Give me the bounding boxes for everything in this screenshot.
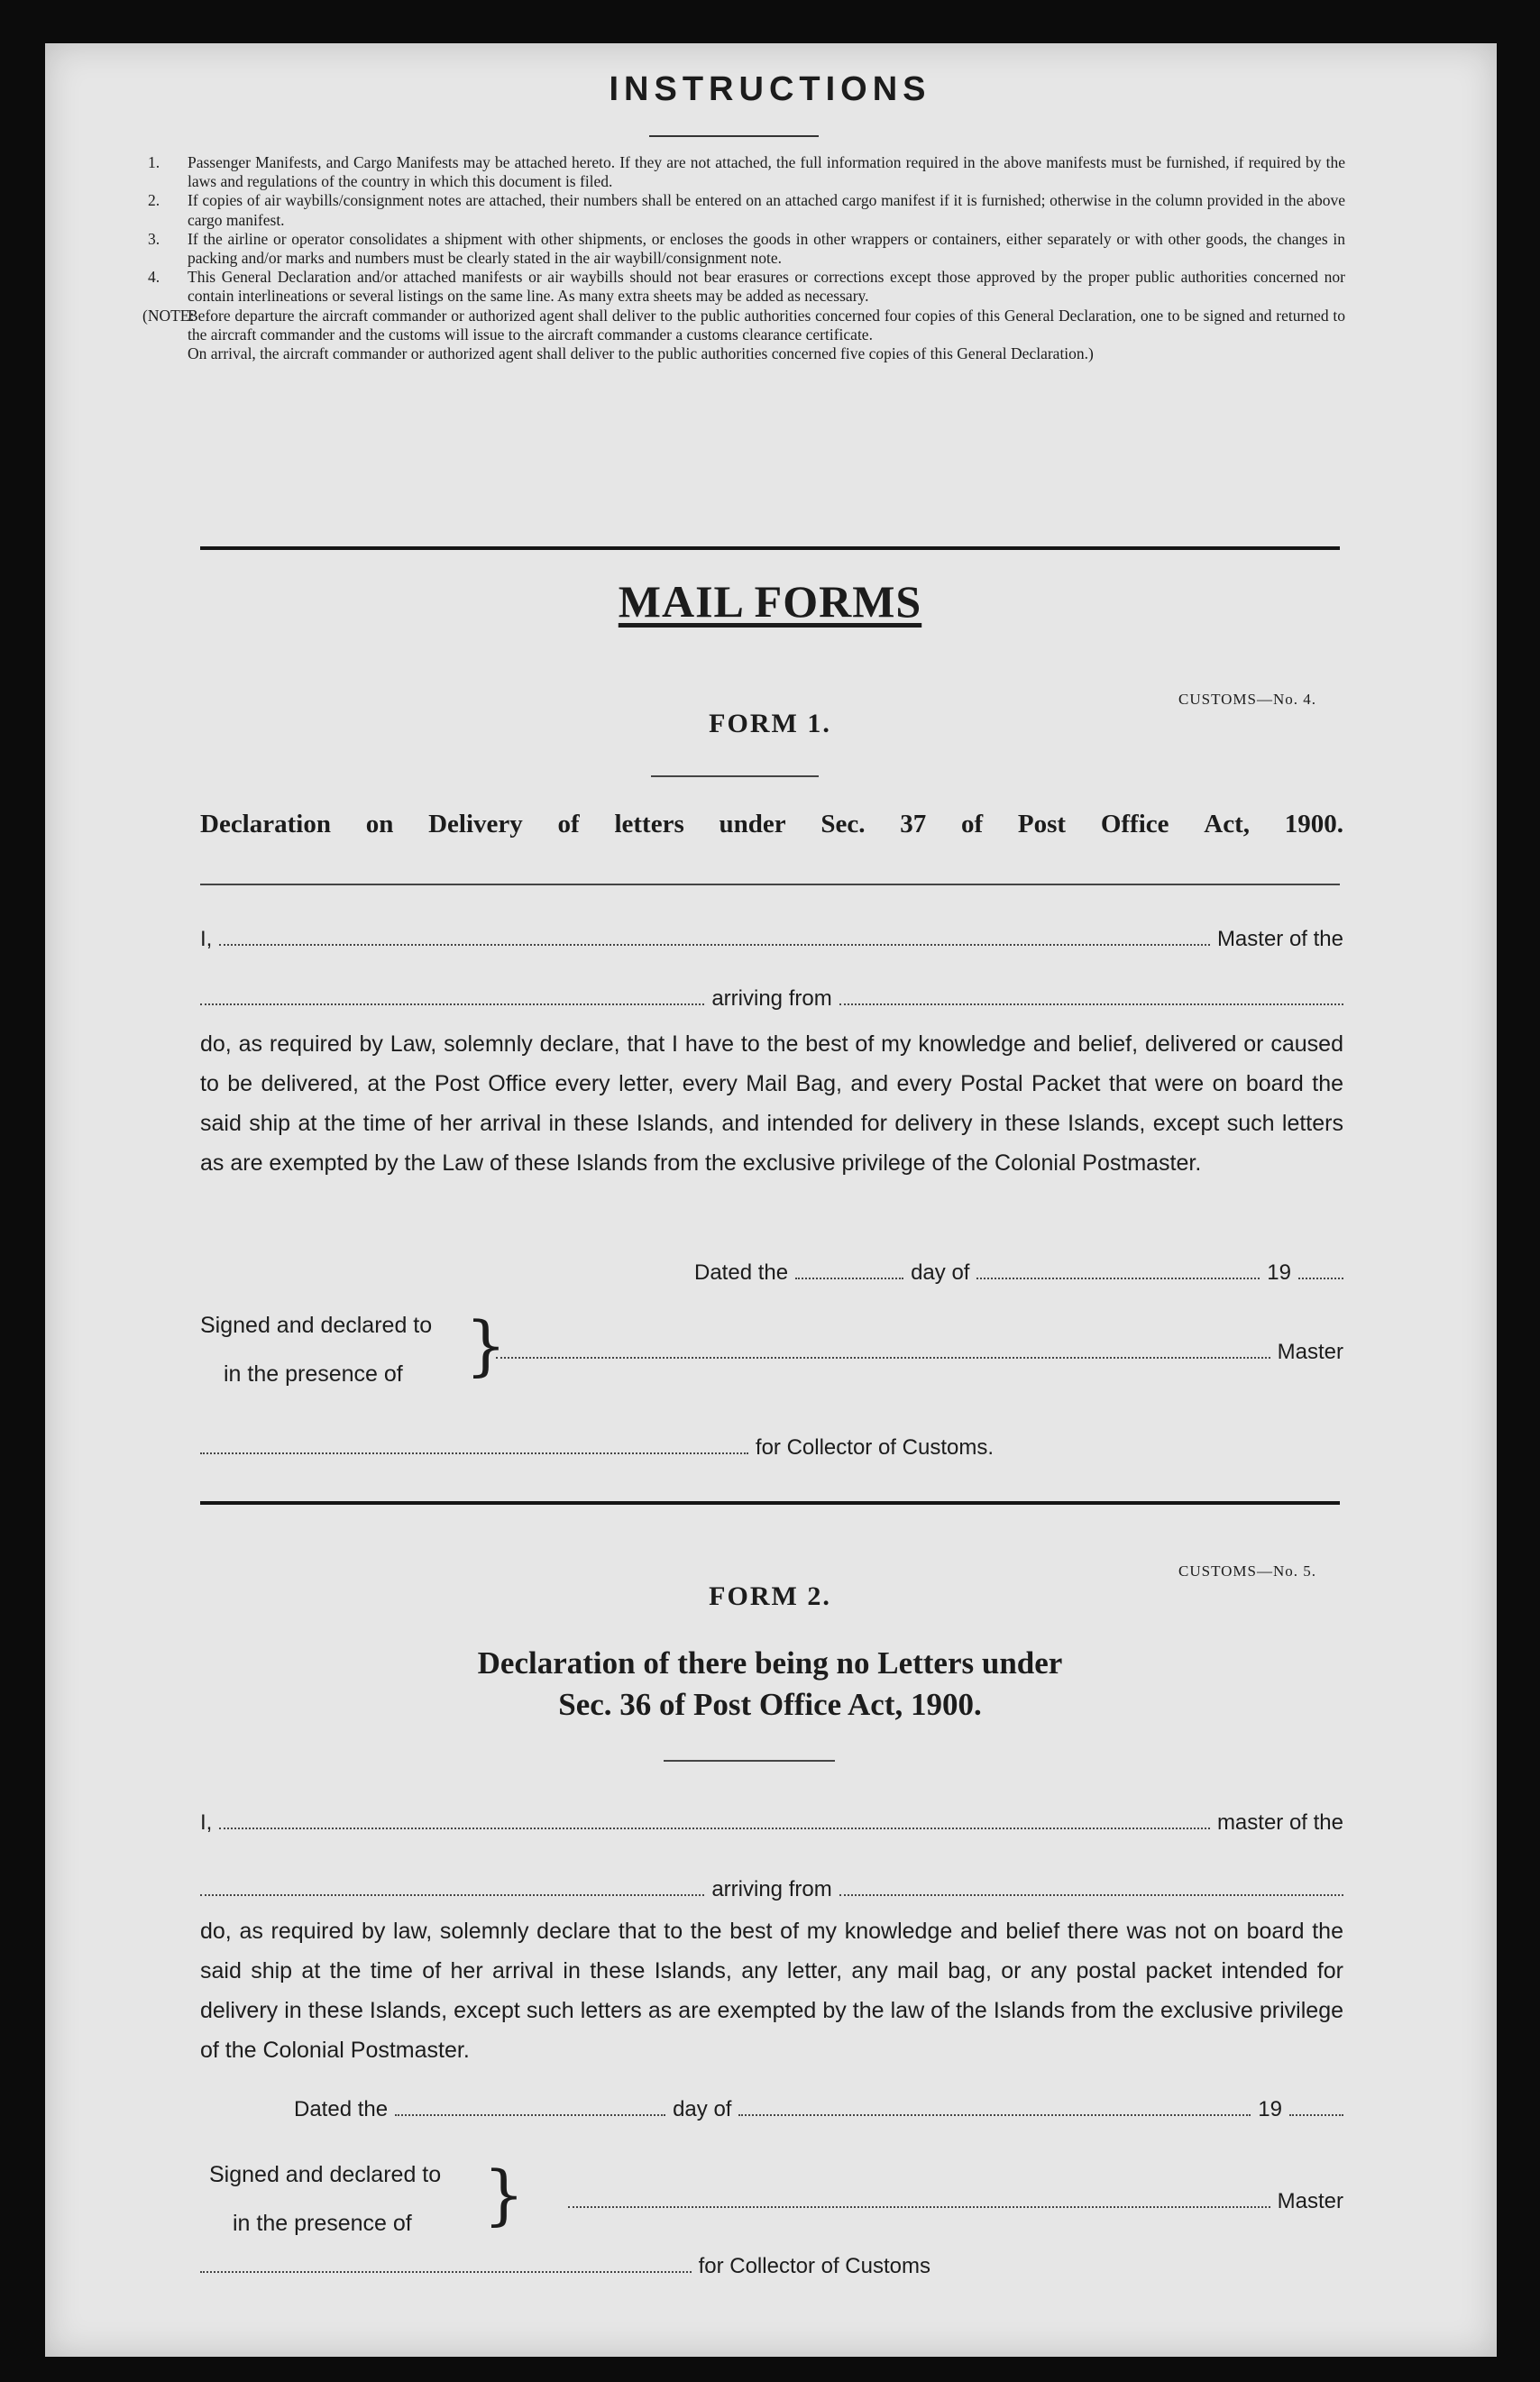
decl-word: of	[961, 810, 984, 838]
form2-name-line	[200, 1810, 1343, 1836]
form1-ship-field[interactable]	[200, 1003, 704, 1005]
form1-heading-rule	[200, 884, 1340, 885]
form1-arriving-from-label: arriving from	[711, 986, 832, 1011]
instructions-title: INSTRUCTIONS	[609, 70, 931, 108]
form2-ship-field[interactable]	[200, 1894, 704, 1896]
decl-word: on	[365, 810, 394, 838]
instruction-number: 4.	[148, 268, 160, 287]
form1-declaration-text: do, as required by Law, solemnly declare, that I have to the best of my knowledge and belief, delivered or caused to be delivered, at the Post Office every letter, every Mail Bag, and every Postal Packet that were on board the said ship at the time of her arrival in these Islands, and intended for delivery in these Islands, except such letters as are exempted by the Law of these Islands from the exclusive privilege of the Colonial Postmaster.	[200, 1031, 1343, 1176]
instruction-text: Passenger Manifests, and Cargo Manifests may be attached hereto. If they are not attached, the full information required in the above manifests must be furnished, if required by the laws and regulations of the country in which this document is filed.	[188, 153, 1345, 191]
decl-word: Declaration	[200, 810, 331, 838]
form2-day-field[interactable]	[395, 2114, 665, 2116]
form2-title-rule	[664, 1760, 835, 1762]
form2-signed-label-2: in the presence of	[233, 2211, 412, 2236]
form1-master-signature-field[interactable]	[496, 1357, 1270, 1359]
form1-name-field[interactable]	[219, 944, 1210, 946]
decl-word: Act,	[1204, 810, 1250, 838]
form1-title: FORM 1.	[709, 709, 831, 738]
form1-dated-label: Dated the	[694, 1260, 789, 1285]
form2-declaration-text: do, as required by law, solemnly declare that to the best of my knowledge and belief there was not on board the said ship at the time of her arrival in these Islands, any letter, any mail bag, or any postal packet intended for delivery in these Islands, except such letters as are exempted by the law of the Islands from the exclusive privilege of the Colonial Postmaster.	[200, 1919, 1343, 2063]
form2-origin-field[interactable]	[839, 1894, 1343, 1896]
decl-word: Office	[1100, 810, 1169, 838]
form1-i-label: I,	[200, 927, 213, 951]
instruction-number: 3.	[148, 229, 160, 248]
form2-declaration-heading-1: Declaration of there being no Letters under	[477, 1645, 1063, 1681]
form2-ship-line	[200, 1877, 1343, 1902]
form1-signed-label-1: Signed and declared to	[200, 1313, 433, 1338]
instruction-text: If copies of air waybills/consignment notes are attached, their numbers shall be entered on an attached cargo manifest if it is furnished; otherwise in the column provided in the above cargo manifest.	[188, 191, 1345, 229]
instruction-item	[148, 230, 1345, 268]
form2-master-label: Master	[1277, 2189, 1343, 2213]
form1-collector-signature-field[interactable]	[200, 1452, 748, 1454]
form1-collector-line	[200, 1435, 994, 1461]
form2-month-field[interactable]	[738, 2114, 1251, 2116]
note-lead: (NOTE:	[142, 306, 195, 325]
form2-signed-label-1: Signed and declared to	[209, 2162, 442, 2187]
form2-dated-label: Dated the	[294, 2097, 389, 2121]
decl-word: 1900.	[1284, 810, 1343, 838]
instruction-text: This General Declaration and/or attached manifests or air waybills should not bear erasures or corrections except those approved by the proper public authorities concerned nor contain interlineations or several listings on the same line. As many extra sheets may be added as necessary.	[188, 268, 1345, 306]
note-text-arrival: On arrival, the aircraft commander or authorized agent shall deliver to the public authorities concerned five copies of this General Declaration.)	[188, 344, 1094, 363]
decl-word: letters	[614, 810, 684, 838]
form1-ship-line	[200, 986, 1343, 1012]
decl-word: Delivery	[428, 810, 523, 838]
form2-master-of-label: master of the	[1216, 1810, 1343, 1835]
form1-title-rule	[651, 775, 819, 777]
decl-word: 37	[900, 810, 927, 838]
instruction-number: 1.	[148, 153, 160, 171]
instruction-number: 2.	[148, 191, 160, 210]
form2-i-label: I,	[200, 1810, 213, 1835]
instructions-list	[142, 153, 1345, 363]
form2-date-line	[294, 2097, 1343, 2122]
section-divider	[200, 546, 1340, 550]
decl-word: Sec.	[820, 810, 866, 838]
form1-year-field[interactable]	[1298, 1278, 1343, 1279]
form1-name-line	[200, 927, 1343, 952]
form2-customs-ref: CUSTOMS—No. 5.	[1178, 1562, 1317, 1580]
section-divider	[200, 1501, 1340, 1505]
decl-word: under	[719, 810, 786, 838]
form2-collector-label: for Collector of Customs	[698, 2254, 930, 2278]
form1-year-prefix: 19	[1267, 1260, 1291, 1285]
form2-year-prefix: 19	[1258, 2097, 1282, 2121]
form2-name-field[interactable]	[219, 1828, 1210, 1829]
instruction-note	[142, 306, 1345, 364]
form1-origin-field[interactable]	[839, 1003, 1343, 1005]
mail-forms-title: MAIL FORMS	[618, 576, 922, 627]
form2-collector-signature-field[interactable]	[200, 2271, 692, 2273]
form1-master-of-label: Master of the	[1216, 927, 1343, 951]
form2-collector-line	[200, 2254, 930, 2279]
form1-brace: }	[465, 1307, 507, 1383]
form1-signed-label-2: in the presence of	[224, 1361, 403, 1387]
form1-month-field[interactable]	[976, 1278, 1260, 1279]
form1-master-line	[496, 1340, 1343, 1365]
instructions-underline	[649, 135, 819, 137]
decl-word: Post	[1017, 810, 1067, 838]
form2-master-signature-field[interactable]	[568, 2206, 1270, 2208]
form2-master-line	[568, 2189, 1343, 2214]
form1-master-label: Master	[1277, 1340, 1343, 1364]
form2-day-of-label: day of	[673, 2097, 732, 2121]
form1-collector-label: for Collector of Customs.	[755, 1435, 994, 1460]
form2-year-field[interactable]	[1289, 2114, 1343, 2116]
instruction-item	[148, 191, 1345, 229]
instruction-item	[148, 153, 1345, 191]
note-text-departure: Before departure the aircraft commander or authorized agent shall deliver to the public authorities concerned four copies of this General Declaration, one to be signed and returned to the aircraft commander and the customs will issue to the aircraft commander a customs clearance certificate.	[188, 306, 1345, 344]
form1-date-line	[694, 1260, 1343, 1286]
form2-arriving-from-label: arriving from	[711, 1877, 832, 1901]
form1-day-field[interactable]	[795, 1278, 903, 1279]
instruction-item	[148, 268, 1345, 306]
form1-declaration-heading	[200, 810, 1343, 839]
decl-word: of	[557, 810, 580, 838]
instruction-text: If the airline or operator consolidates a shipment with other shipments, or encloses the goods in other wrappers or containers, either separately or with other goods, the changes in packing and/or marks and numbers must be clearly stated in the air waybill/consignment note.	[188, 229, 1345, 268]
form1-customs-ref: CUSTOMS—No. 4.	[1178, 691, 1317, 708]
form2-declaration-heading-2: Sec. 36 of Post Office Act, 1900.	[558, 1687, 982, 1722]
form2-title: FORM 2.	[709, 1581, 831, 1611]
form1-day-of-label: day of	[911, 1260, 970, 1285]
form2-brace: }	[483, 2157, 525, 2232]
